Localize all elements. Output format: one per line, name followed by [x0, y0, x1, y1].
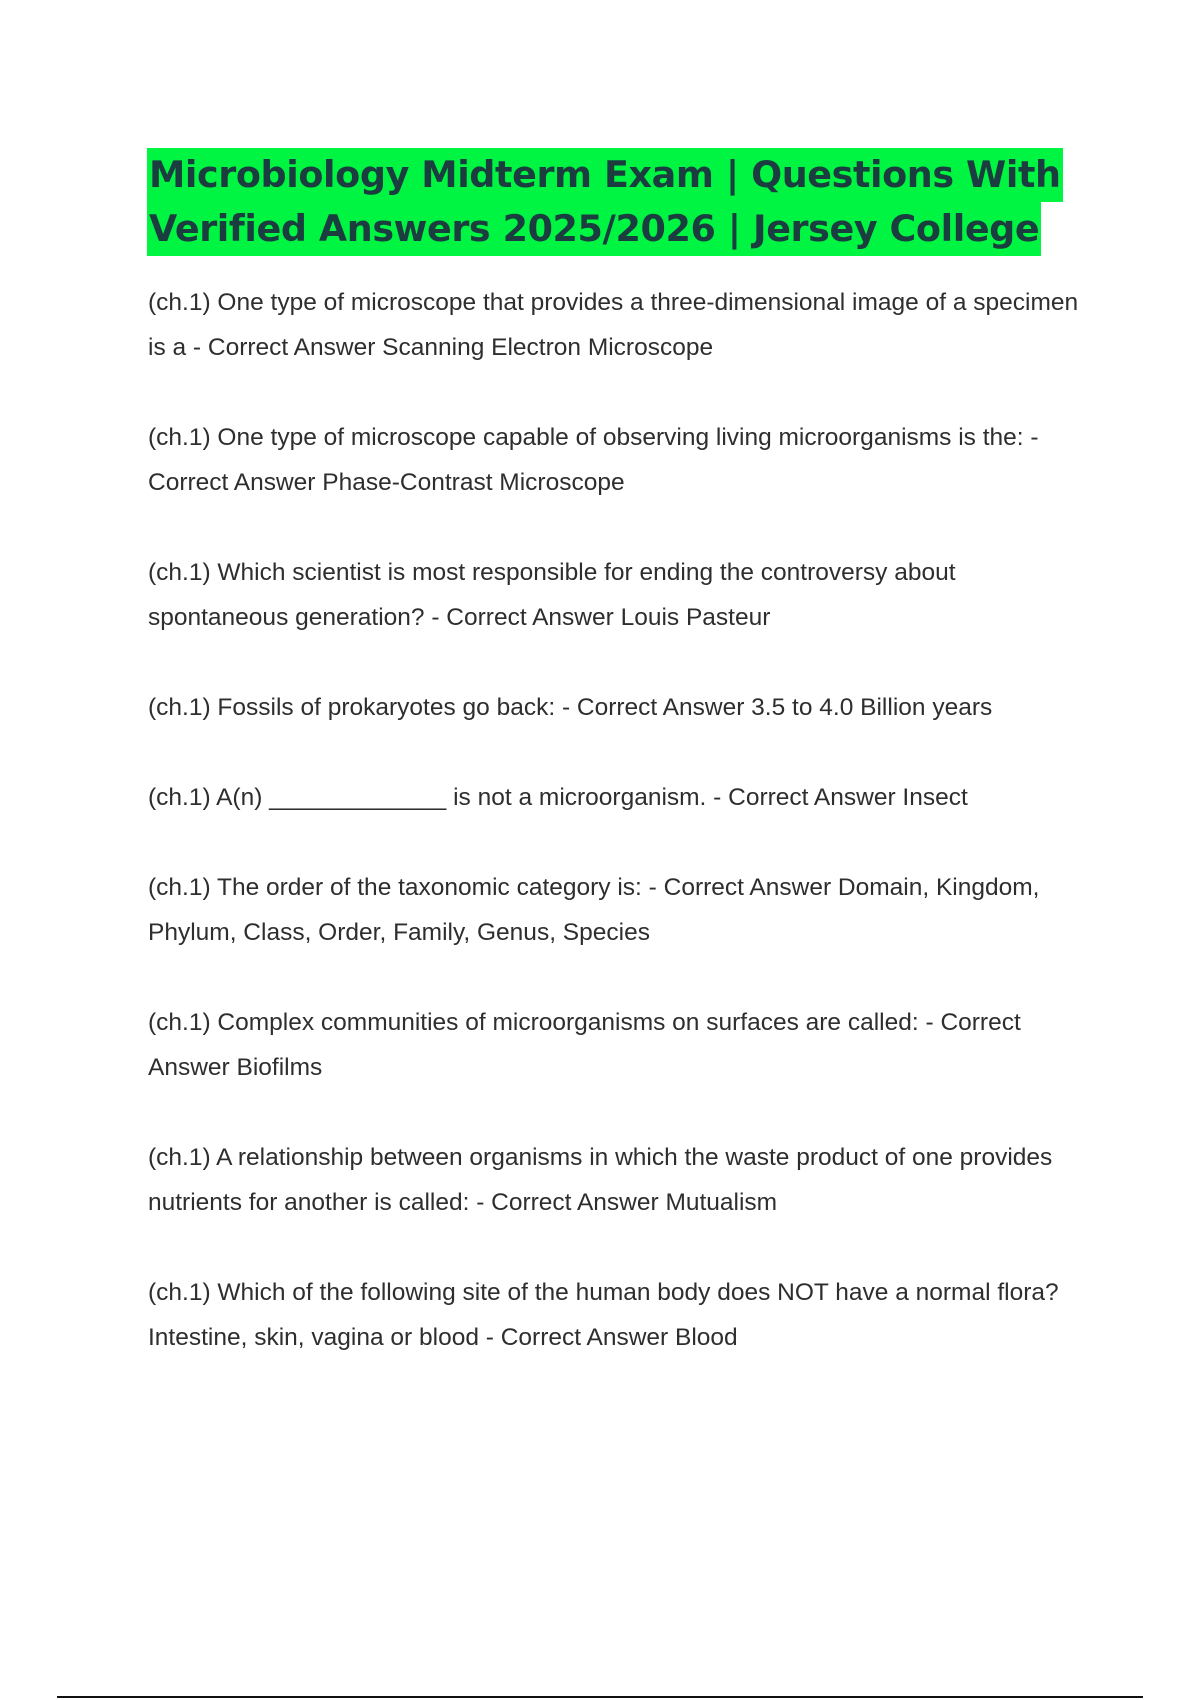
title-line-1: Microbiology Midterm Exam | Questions With: [147, 148, 1063, 202]
question-answer-item: (ch.1) One type of microscope capable of observing living microorganisms is the: - Correct Answer Phase-Contrast Microscope: [148, 424, 1039, 496]
document-title: [147, 148, 1067, 256]
title-line-2: Verified Answers 2025/2026 | Jersey College: [147, 202, 1041, 256]
question-answer-list: [148, 280, 1088, 1360]
question-answer-item: (ch.1) Which scientist is most responsible for ending the controversy about spontaneous generation? - Correct Answer Louis Pasteur: [148, 559, 956, 631]
question-answer-item: (ch.1) The order of the taxonomic category is: - Correct Answer Domain, Kingdom, Phylum, Class, Order, Family, Genus, Species: [148, 874, 1040, 946]
question-answer-item: (ch.1) One type of microscope that provides a three-dimensional image of a specimen is a - Correct Answer Scanning Electron Microscope: [148, 289, 1079, 361]
question-answer-item: (ch.1) A(n) _____________ is not a microorganism. - Correct Answer Insect: [148, 784, 968, 811]
question-answer-item: (ch.1) Which of the following site of the human body does NOT have a normal flora?Intestine, skin, vagina or blood - Correct Answer Blood: [148, 1279, 1059, 1351]
question-answer-item: (ch.1) Complex communities of microorganisms on surfaces are called: - Correct Answer Biofilms: [148, 1009, 1021, 1081]
footer-divider: [57, 1696, 1143, 1698]
question-answer-item: (ch.1) A relationship between organisms in which the waste product of one provides nutrients for another is called: - Correct Answer Mutualism: [148, 1144, 1053, 1216]
question-answer-item: (ch.1) Fossils of prokaryotes go back: - Correct Answer 3.5 to 4.0 Billion years: [148, 694, 993, 721]
